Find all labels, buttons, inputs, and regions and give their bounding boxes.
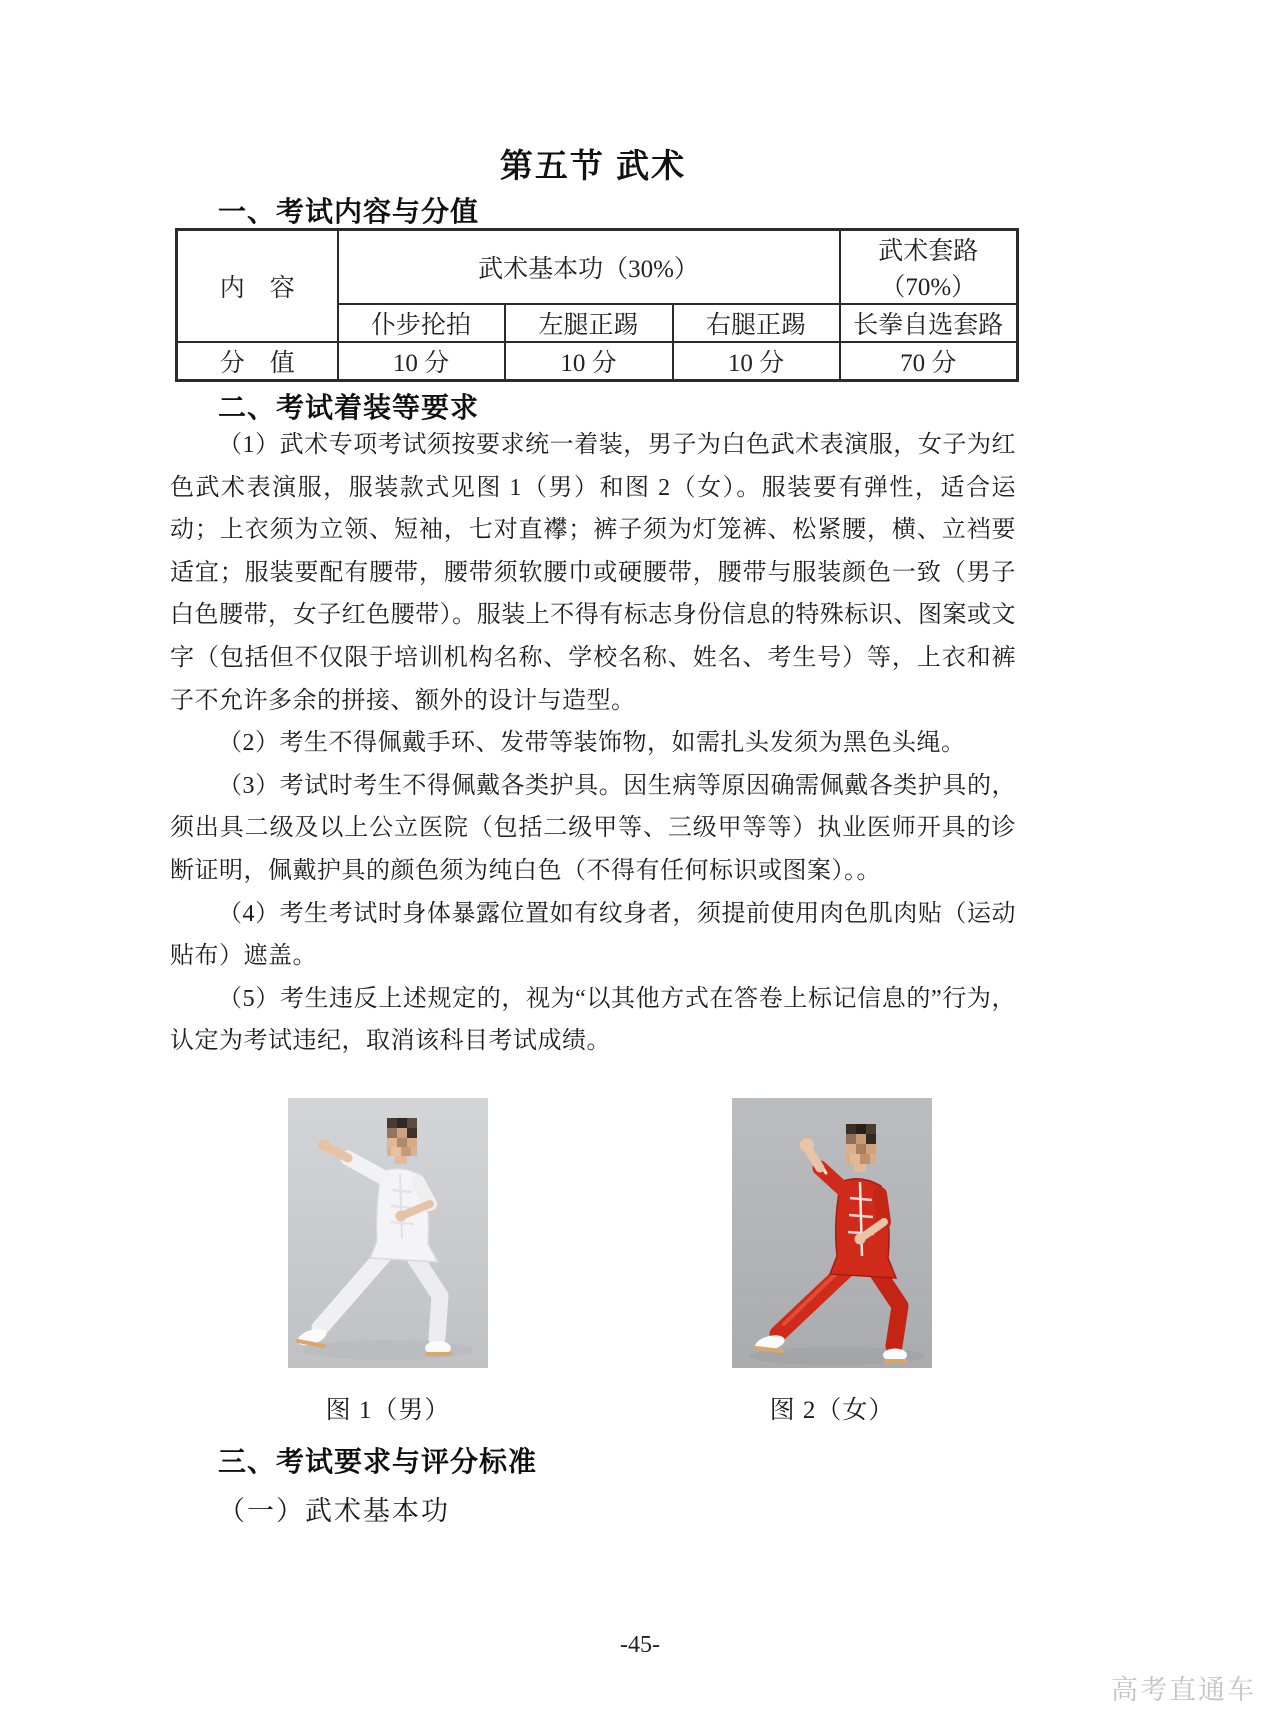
table-cell-subheader: 仆步抡拍 xyxy=(338,304,505,342)
paragraph-1: （1）武术专项考试须按要求统一着装，男子为白色武术表演服，女子为红色武术表演服，服装款式见图 1（男）和图 2（女）。服装要有弹性，适合运动；上衣须为立领、短袖，七对直襻；裤子须为灯笼裤、松紧腰，横、立裆要适宜；服装要配有腰带，腰带须软腰巾或硬腰带，腰带与服装颜色一致（男子白色腰带，女子红色腰带）。服装上不得有标志身份信息的特殊标识、图案或文字（包括但不仅限于培训机构名称、学校名称、姓名、考生号）等，上衣和裤子不允许多余的拼接、额外的设计与造型。 xyxy=(170,432,1016,714)
figure1-caption: 图 1（男） xyxy=(325,1397,451,1424)
section3-subheading: （一）武术基本功 xyxy=(218,1496,450,1526)
pixelated-face xyxy=(387,1118,417,1156)
pixelated-face xyxy=(846,1124,876,1164)
table-cell-routine-group: 武术套路（70%） xyxy=(840,230,1018,305)
section3-heading: 三、考试要求与评分标准 xyxy=(218,1446,538,1477)
watermark-text: 高考直通车 xyxy=(1111,1675,1256,1705)
figure2-female-photo xyxy=(732,1098,932,1368)
table-cell-score-label: 分 值 xyxy=(177,342,338,381)
page-title: 第五节 武术 xyxy=(499,147,687,184)
table-cell-score: 10 分 xyxy=(338,342,505,381)
paragraph-3: （3）考试时考生不得佩戴各类护具。因生病等原因确需佩戴各类护具的，须出具二级及以上公立医院（包括二级甲等、三级甲等等）执业医师开具的诊断证明，佩戴护具的颜色须为纯白色（不得有任何标识或图案）。。 xyxy=(170,772,1016,884)
table-cell-subheader: 右腿正踢 xyxy=(673,304,840,342)
section1-heading: 一、考试内容与分值 xyxy=(218,196,480,227)
table-cell-score: 10 分 xyxy=(505,342,673,381)
figure2-caption: 图 2（女） xyxy=(769,1397,895,1424)
table-cell-score: 10 分 xyxy=(673,342,840,381)
paragraph-5: （5）考生违反上述规定的，视为“以其他方式在答卷上标记信息的”行为，认定为考试违纪，取消该科目考试成绩。 xyxy=(170,985,1016,1055)
table-cell-content-label: 内 容 xyxy=(177,230,338,343)
table-cell-basic-group: 武术基本功（30%） xyxy=(338,230,840,305)
section2-body xyxy=(170,424,1016,1063)
page-number: -45- xyxy=(620,1632,660,1658)
section2-heading: 二、考试着装等要求 xyxy=(218,392,480,423)
paragraph-4: （4）考生考试时身体暴露位置如有纹身者，须提前使用肉色肌肉贴（运动贴布）遮盖。 xyxy=(170,900,1016,970)
paragraph-2: （2）考生不得佩戴手环、发带等装饰物，如需扎头发须为黑色头绳。 xyxy=(218,730,966,757)
table-cell-score: 70 分 xyxy=(840,342,1018,381)
female-uniform-illustration xyxy=(732,1098,932,1368)
male-uniform-illustration xyxy=(288,1098,488,1368)
figure1-male-photo xyxy=(288,1098,488,1368)
score-table xyxy=(175,228,1019,382)
table-cell-subheader: 长拳自选套路 xyxy=(840,304,1018,342)
table-cell-subheader: 左腿正踢 xyxy=(505,304,673,342)
